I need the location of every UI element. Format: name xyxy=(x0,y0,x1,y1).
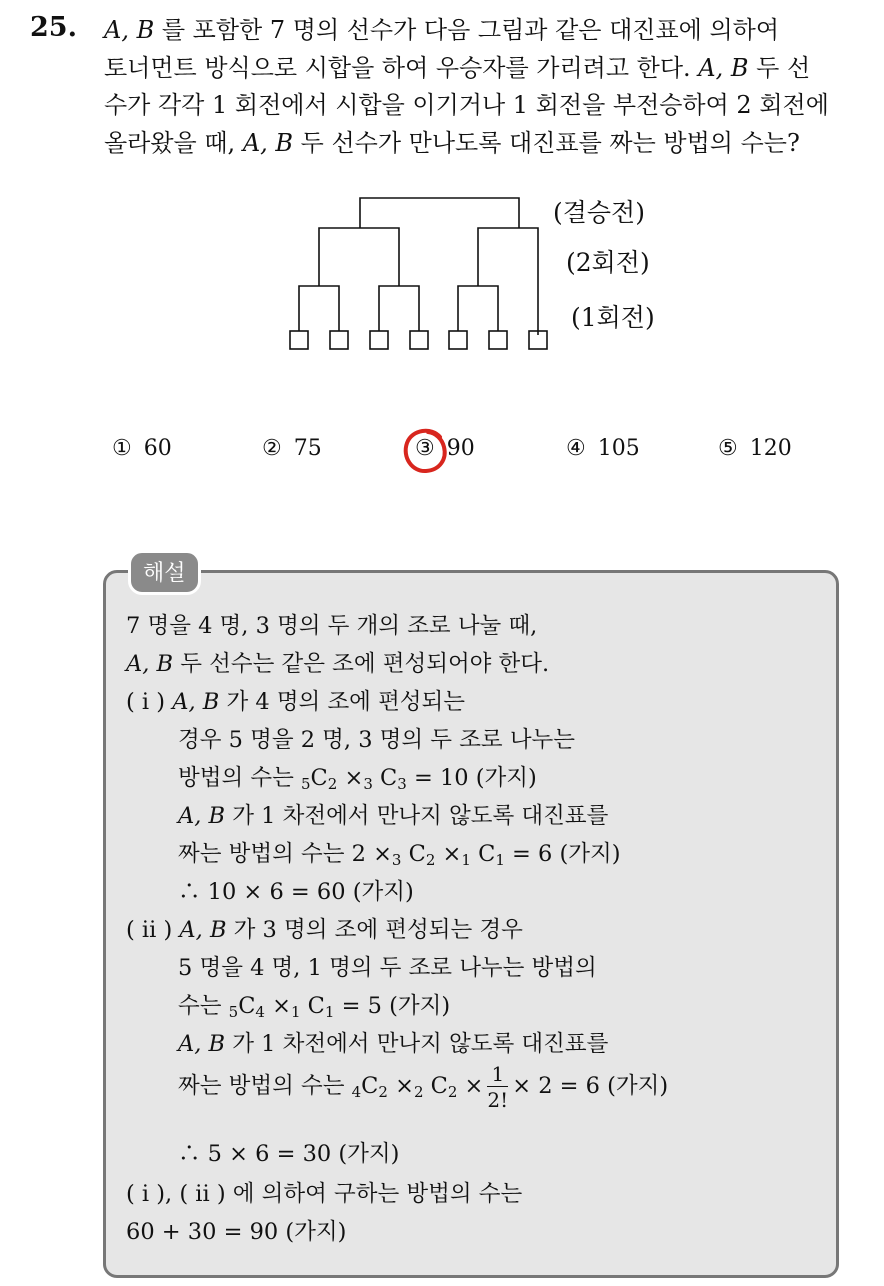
round-label-round2: (2회전) xyxy=(566,248,650,277)
round-label-final: (결승전) xyxy=(553,198,645,227)
case2-l4-text: 짜는 방법의 수는 xyxy=(178,1073,345,1099)
case2-label: ( ii ) xyxy=(126,917,173,943)
conclusion-result: 60 + 30 = 90 (가지) xyxy=(126,1219,347,1245)
solution-line: A, B 가 1 차전에서 만나지 않도록 대진표를 xyxy=(178,803,609,829)
choice-mark: ② xyxy=(262,436,282,461)
case1-label: ( i ) xyxy=(126,689,166,715)
choice-1[interactable] xyxy=(112,436,172,461)
case2-l2-text: 수는 xyxy=(178,993,222,1019)
fraction-denominator: 2! xyxy=(487,1088,509,1112)
conclusion-line: ( i ), ( ii ) 에 의하여 구하는 방법의 수는 xyxy=(126,1181,523,1207)
case2-formula-line xyxy=(178,1064,668,1110)
question-number: 25. xyxy=(30,12,77,43)
choice-mark: ⑤ xyxy=(718,436,738,461)
choice-4[interactable] xyxy=(566,436,640,461)
player-box xyxy=(330,331,348,349)
case1-l4-tail: = 6 (가지) xyxy=(512,841,621,867)
bracket-line-round2-right xyxy=(478,228,538,335)
solution-tag: 해설 xyxy=(128,550,201,595)
case2-title: A, B 가 3 명의 조에 편성되는 경우 xyxy=(179,917,523,943)
choice-value: 75 xyxy=(293,436,322,461)
choice-5[interactable] xyxy=(718,436,792,461)
choice-value: 105 xyxy=(597,436,640,461)
player-box xyxy=(449,331,467,349)
question-text xyxy=(104,12,864,162)
case2-l2-tail: = 5 (가지) xyxy=(341,993,451,1019)
fraction-numerator: 1 xyxy=(487,1064,508,1087)
case1-result: ∴ 10 × 6 = 60 (가지) xyxy=(178,879,414,905)
question-line: 수가 각각 1 회전에서 시합을 이기거나 1 회전을 부전승하여 2 회전에 xyxy=(104,91,829,119)
solution-line: 7 명을 4 명, 3 명의 두 개의 조로 나눌 때, xyxy=(126,613,538,639)
combination-expression: $_4C_2 \times_2$ $C_2$ × xyxy=(351,1073,484,1101)
choice-2[interactable] xyxy=(262,436,322,461)
answer-circle-mark xyxy=(402,425,450,477)
choice-mark: ① xyxy=(112,436,132,461)
solution-line: 5 명을 4 명, 1 명의 두 조로 나누는 방법의 xyxy=(178,955,597,981)
case1-l2-text: 방법의 수는 xyxy=(178,765,294,791)
case1-l4-text: 짜는 방법의 수는 2 × xyxy=(178,841,392,867)
bracket-line-final xyxy=(360,198,519,228)
player-box xyxy=(370,331,388,349)
solution-line: A, B 두 선수는 같은 조에 편성되어야 한다. xyxy=(126,651,550,677)
player-box xyxy=(489,331,507,349)
case1-formula-line xyxy=(178,836,621,869)
case1-heading xyxy=(126,684,465,716)
question-line: 올라왔을 때, A, B 두 선수가 만나도록 대진표를 짜는 방법의 수는? xyxy=(104,128,800,157)
player-box xyxy=(290,331,308,349)
case2-l4-tail: × 2 = 6 (가지) xyxy=(512,1073,669,1099)
bracket-line-round1 xyxy=(458,286,498,331)
fraction xyxy=(487,1064,508,1110)
question-line: A, B 를 포함한 7 명의 선수가 다음 그림과 같은 대진표에 의하여 xyxy=(104,16,780,44)
combination-expression: $_5C_4 \times_1$ $C_1$ xyxy=(228,993,335,1021)
case2-formula-line xyxy=(178,988,450,1021)
combination-expression: $_5C_2 \times_3$ $C_3$ xyxy=(300,765,407,793)
bracket-line-round1 xyxy=(379,286,419,331)
case2-result: ∴ 5 × 6 = 30 (가지) xyxy=(178,1141,400,1167)
choice-value: 90 xyxy=(446,436,475,461)
case1-title: A, B 가 4 명의 조에 편성되는 xyxy=(172,689,466,715)
combination-expression: $_3$ $C_2 \times_1$ $C_1$ xyxy=(391,841,505,869)
red-circle-stroke xyxy=(406,431,445,471)
solution-line: A, B 가 1 차전에서 만나지 않도록 대진표를 xyxy=(178,1031,609,1057)
question-line: 토너먼트 방식으로 시합을 하여 우승자를 가리려고 한다. A, B 두 선 xyxy=(104,53,811,82)
bracket-svg xyxy=(278,188,568,358)
choice-mark: ④ xyxy=(566,436,586,461)
choice-mark: ③ xyxy=(415,436,435,461)
case1-formula-line xyxy=(178,760,537,793)
case1-l2-tail: = 10 (가지) xyxy=(413,765,537,791)
choice-value: 120 xyxy=(749,436,792,461)
solution-line: 경우 5 명을 2 명, 3 명의 두 조로 나누는 xyxy=(178,727,576,753)
case2-heading xyxy=(126,912,523,944)
round-label-round1: (1회전) xyxy=(571,303,655,332)
bracket-line-round2-left xyxy=(319,228,399,286)
bracket-line-round1 xyxy=(299,286,339,331)
choice-value: 60 xyxy=(143,436,172,461)
player-box xyxy=(410,331,428,349)
tournament-bracket xyxy=(278,188,568,362)
